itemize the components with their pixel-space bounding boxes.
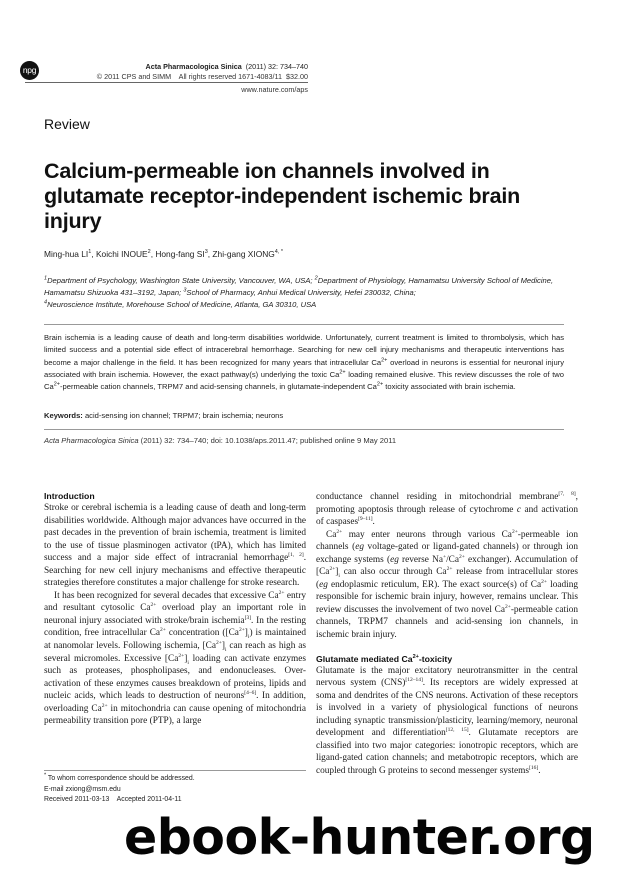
ion-charge: 2+ xyxy=(336,528,343,535)
ion-charge: 2+ xyxy=(511,528,518,535)
text: . xyxy=(372,517,375,528)
journal-name: Acta Pharmacologica Sinica xyxy=(145,62,242,71)
text: . In addition, overloading Ca xyxy=(44,691,306,714)
body-column-left xyxy=(44,490,306,728)
abstract-text: -permeable cation channels, TRPM7 and acid-sensing channels, in glutamate-independent Ca xyxy=(60,382,377,392)
abstract-top-divider xyxy=(44,324,564,325)
affiliation-text: Department of Physiology, Hamamatsu University School of Medicine, Hamamatsu Shizuoka 431–3192, Japan; xyxy=(44,276,554,298)
text: voltage-gated or ligand-gated channels) or through ion exchange systems ( xyxy=(316,542,578,565)
text: ] xyxy=(335,567,339,578)
text: release from intracellular stores ( xyxy=(316,567,578,590)
citation-ref[interactable]: [16] xyxy=(529,764,539,771)
author-name: Zhi-gang XIONG xyxy=(212,249,275,259)
text: exchanger). Accumulation of [Ca xyxy=(316,554,578,578)
text: -permeable ion channels ( xyxy=(316,529,579,553)
journal-url[interactable]: www.nature.com/aps xyxy=(241,85,308,94)
text: . In the resting condition, free intracellular Ca xyxy=(44,615,306,639)
ion-charge: 2+ xyxy=(376,381,384,388)
text: ] xyxy=(244,628,248,639)
text: ] xyxy=(184,653,188,664)
text: -toxicity xyxy=(418,653,453,664)
ion-charge: 2+ xyxy=(278,589,285,596)
text: . Glutamate receptors are classified into two major categories: ionotropic receptors, which are ligand-gated cation channels; and metabotropic receptors, which are coupled through G proteins to second messenger systems xyxy=(316,728,578,776)
text: . Searching for new cell injury mechanisms and effective therapeutic strategies therefore constitutes a major challenge for stroke research. xyxy=(44,553,307,589)
citation-ref[interactable]: [1, 2] xyxy=(288,552,304,559)
ion-charge: 2+ xyxy=(381,357,388,364)
text: ) is maintained at nanomolar levels. Following ischemia, [Ca xyxy=(44,628,306,652)
text: ] xyxy=(221,641,225,652)
journal-reference xyxy=(146,62,309,71)
text: . Its receptors are widely expressed at soma and dendrites of the CNS neurons. Activation of these receptors is involved in a variety of physiological functions of neurons including synaptic transmission/plasticity, learning/memory, neuronal development and differentiation xyxy=(316,678,579,739)
keywords xyxy=(44,411,283,420)
citation-details: (2011) 32: 734–740; doi: 10.1038/aps.2011.47; published online 9 May 2011 xyxy=(138,436,397,445)
ion-charge: 2+ xyxy=(160,627,166,634)
text: endoplasmic reticulum, ER). The exact source(s) of Ca xyxy=(327,579,542,590)
ion-charge: 2+ xyxy=(541,578,547,585)
ion-charge: 2+ xyxy=(504,603,511,610)
text: It has been recognized for several decades that excessive Ca xyxy=(54,590,279,601)
text: eg xyxy=(355,542,364,553)
affiliation-number: 1 xyxy=(44,275,48,282)
affiliation-marker: 3 xyxy=(204,249,208,256)
asterisk-icon: * xyxy=(44,772,47,779)
text: may enter neurons through various Ca xyxy=(342,529,512,540)
author-name: Hong-fang SI xyxy=(155,249,205,259)
correspondence-note xyxy=(44,774,195,785)
citation-ref[interactable]: [9–11] xyxy=(358,516,373,522)
affiliation-text: Neuroscience Institute, Morehouse School of Medicine, Atlanta, GA 30310, USA xyxy=(47,300,317,310)
affiliation-text: School of Pharmacy, Anhui Medical University, Hefei 230032, China; xyxy=(186,288,416,298)
email-line[interactable]: E-mail zxiong@msm.edu xyxy=(44,785,121,793)
body-column-right xyxy=(316,491,578,777)
citation-ref[interactable]: [12–14] xyxy=(405,677,423,684)
header-divider xyxy=(25,82,308,83)
footnotes xyxy=(44,774,195,806)
section-heading-introduction: Introduction xyxy=(44,491,95,501)
affiliation-number: 4 xyxy=(44,299,48,306)
text: , promoting apoptosis through release of cytochrome xyxy=(316,492,578,515)
citation-ref[interactable]: [7, 8] xyxy=(558,490,576,497)
text: concentration ([Ca xyxy=(165,628,239,639)
citation-divider xyxy=(44,429,564,430)
journal-volume-pages: (2011) 32: 734–740 xyxy=(245,62,308,71)
ion-charge: 2+ xyxy=(329,566,336,573)
affiliation-marker: 4, * xyxy=(274,249,284,256)
text: . xyxy=(538,765,541,776)
affiliation-number: 2 xyxy=(314,275,318,282)
text: conductance channel residing in mitochondrial membrane xyxy=(316,492,559,502)
text: can also occur through Ca xyxy=(339,567,447,578)
citation-ref[interactable]: [3] xyxy=(244,614,252,621)
text: loading responsible for ischemic brain injury, however, remains unclear. This review discusses the involvement of two novel Ca xyxy=(316,579,579,615)
body-paragraph xyxy=(44,590,306,728)
dates-line: Received 2011-03-13 Accepted 2011-04-11 xyxy=(44,796,182,804)
keywords-list: acid-sensing ion channel; TRPM7; brain ischemia; neurons xyxy=(82,411,284,420)
author-name: Ming-hua LI xyxy=(44,249,89,259)
body-paragraph xyxy=(316,529,578,642)
article-type: Review xyxy=(44,116,90,132)
text: entry and resultant cytosolic Ca xyxy=(44,590,306,614)
ion-charge: 2+ xyxy=(101,702,108,709)
copyright-line: © 2011 CPS and SIMM All rights reserved 1671-4083/11 $32.00 xyxy=(96,72,308,81)
ion-charge: + xyxy=(442,553,447,560)
affiliation-number: 3 xyxy=(183,287,187,294)
text: in mitochondria can cause opening of mitochondria permeability transition pore (PTP), a large xyxy=(44,703,307,727)
affiliation-marker: 2 xyxy=(147,249,151,256)
ion-charge: 2+ xyxy=(53,381,60,388)
abstract-text: Brain ischemia is a leading cause of death and long-term disabilities worldwide. Unfortunately, current treatment is limited to thrombolysis, which has limited success and a potential side effect of intracerebral hemorrhage. Searching for new cell injury mechanisms and therapeutic interventions has become a major challenge in the field. It has been recognized for many years that intracellular Ca xyxy=(44,333,564,367)
text: reverse Na xyxy=(398,554,443,565)
body-paragraph xyxy=(44,502,306,590)
text: To whom correspondence should be addressed. xyxy=(46,775,195,782)
ion-charge: 2+ xyxy=(178,652,185,659)
subscript: i xyxy=(338,573,340,580)
citation-journal: Acta Pharmacologica Sinica xyxy=(44,436,139,445)
citation-ref[interactable]: [12, 15] xyxy=(445,727,469,734)
citation-ref[interactable]: [4–6] xyxy=(244,690,257,697)
subscript: i xyxy=(187,659,189,666)
ion-charge: 2+ xyxy=(458,553,465,560)
text: loading can activate enzymes such as proteases, phospholipases, and endonucleases. Over-activation of these enzymes causes breakdown of proteins, lipids and nucleic acids, which leads to destruction of neurons xyxy=(44,653,306,702)
text: Glutamate mediated Ca xyxy=(316,653,413,664)
watermark: ebook-hunter.org xyxy=(124,809,595,866)
abstract-text: overload in neurons is essential for neuronal injury associated with brain ischemia. However, the exact pathway(s) underlying the toxic Ca xyxy=(44,357,564,379)
body-paragraph xyxy=(316,665,578,778)
author-name: Koichi INOUE xyxy=(95,249,148,259)
keywords-label: Keywords: xyxy=(44,411,83,420)
text: eg xyxy=(390,554,399,565)
ion-charge: 2+ xyxy=(339,369,346,376)
ion-charge: 2+ xyxy=(215,639,222,646)
text: Stroke or cerebral ischemia is a leading cause of death and long-term disabilities worldwide. Although major advances have occurred in the past decades in the prevention of brain ischemia, treatment is limited to the use of tissue plasminogen activator (tPA), which has limited success and a major side effect of intracranial hemorrhage xyxy=(44,503,306,564)
abstract-text: toxicity associated with brain ischemia. xyxy=(383,382,516,392)
subscript: i xyxy=(224,646,227,653)
ion-charge: 2+ xyxy=(446,566,453,573)
ion-charge: 2+ xyxy=(412,653,419,660)
affiliations xyxy=(44,275,564,312)
affiliation-marker: 1 xyxy=(88,249,92,256)
author-list: Ming-hua $LI^1$, Koichi INOUE$^2$, Hong-fang $SI^3$, Zhi-gang $XIONG^{4, *}$ xyxy=(44,249,284,259)
citation-line xyxy=(44,436,396,445)
text: -permeable cation channels, TRPM7 channels and acid-sensing ion channels, in ischemic brain injury. xyxy=(316,604,578,641)
ion-charge: 2+ xyxy=(238,627,245,634)
text: overload play an important role in neuronal injury associated with stroke/brain ischemia xyxy=(44,603,306,626)
affiliation-text: Department of Psychology, Washington State University, Vancouver, WA, USA; xyxy=(47,276,315,285)
subscript: i xyxy=(247,634,250,641)
article-title: Calcium-permeable ion channels involved in glutamate receptor-independent ischemic brain injury xyxy=(44,159,521,233)
body-paragraph xyxy=(316,491,578,529)
text: eg xyxy=(319,579,328,590)
ion-charge: 2+ xyxy=(150,602,157,609)
abstract xyxy=(44,332,564,393)
abstract-text: loading remained elusive. This review discusses the role of two Ca xyxy=(44,369,565,392)
text: /Ca xyxy=(446,554,459,565)
text: Glutamate is the major excitatory neurotransmitter in the central nervous system (CNS) xyxy=(316,665,578,689)
section-heading-glutamate xyxy=(316,653,578,665)
text: Ca xyxy=(326,529,337,540)
footnote-divider xyxy=(44,770,306,771)
text: can reach as high as several micromoles. Excessive [Ca xyxy=(44,641,306,664)
npg-logo-icon: npg xyxy=(20,61,39,80)
text: c xyxy=(516,504,522,515)
text: and activation of caspases xyxy=(316,504,579,528)
